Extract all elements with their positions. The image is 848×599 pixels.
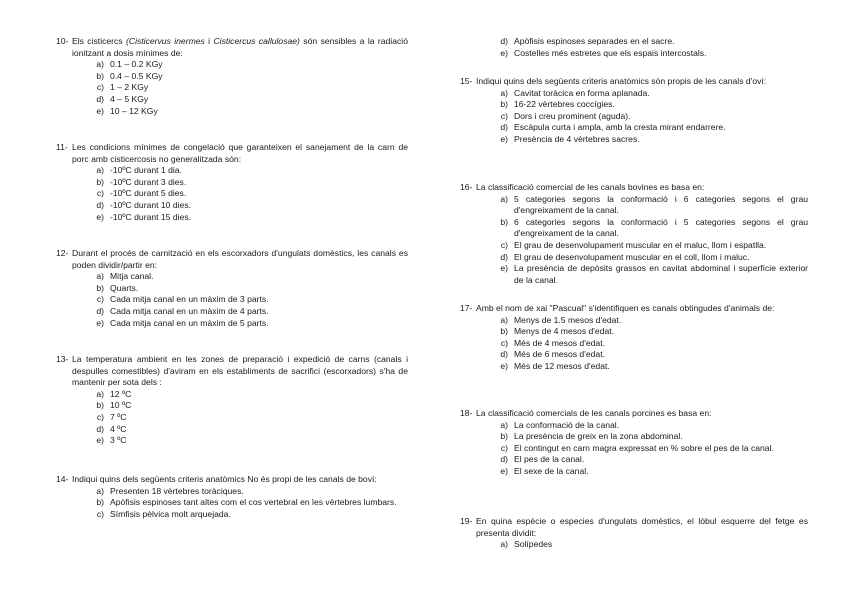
option-e: e) La presència de depòsits grassos en cavitat abdominal i superfície exterior de la canal.: [500, 263, 808, 285]
option-b: b) 10 ºC: [96, 400, 132, 411]
option-d: d) 4 – 5 KGy: [96, 93, 149, 104]
options-list: [90, 389, 408, 447]
option-a: a) Menys de 1.5 mesos d'edat.: [500, 314, 622, 325]
option-c: c) Dors i creu prominent (aguda).: [500, 110, 631, 121]
option-d: d) El pes de la canal.: [500, 454, 585, 465]
question-number: 17-: [460, 303, 473, 313]
option-b: b) 0.4 – 0.5 KGy: [96, 70, 163, 81]
question-11: [56, 142, 408, 223]
option-d: d) 4 ºC: [96, 423, 127, 434]
option-b: b) 16-22 vèrtebres coccígies.: [500, 99, 615, 110]
options-list: [90, 486, 408, 521]
option-e: e) Presència de 4 vèrtebres sacres.: [500, 133, 640, 144]
option-e: e) 10 – 12 KGy: [96, 105, 158, 116]
options-list: [90, 59, 408, 117]
question-text: Durant el procés de carnització en els escorxadors d'ungulats domèstics, les canals es poden dividir/partir en:: [72, 248, 408, 270]
options-list: [494, 88, 808, 146]
option-c: c) El contingut en carn magra expressat en % sobre el pes de la canal.: [500, 442, 774, 453]
option-c: c) 1 – 2 KGy: [96, 82, 149, 93]
option-a: a) 0.1 – 0.2 KGy: [96, 59, 163, 70]
question-text: Amb el nom de xai "Pascual" s'identifiquen es canals obtingudes d'animals de:: [476, 303, 775, 313]
option-e: e) Cada mitja canal en un màxim de 5 parts.: [96, 317, 269, 328]
question-number: 16-: [460, 182, 473, 192]
option-d: d) Escàpula curta i ampla, amb la cresta mirant endarrere.: [500, 122, 726, 133]
question-15: [460, 76, 808, 146]
option-c: c) Més de 4 mesos d'edat.: [500, 337, 605, 348]
option-d: d) Més de 6 mesos d'edat.: [500, 349, 605, 360]
question-text: Els cisticercs (Cisticervus inermes i Cisticercus callulosae) són sensibles a la radiació ionitzant a dosis mínimes de:: [72, 36, 408, 58]
question-number: 18-: [460, 408, 473, 418]
option-a: a) Presenten 18 vèrtebres toràciques.: [96, 485, 244, 496]
question-14: [56, 474, 408, 520]
option-b: b) 6 categories segons la conformació i 5 categories segons el grau d'engreixament de la canal.: [500, 216, 808, 239]
question-10: [56, 36, 408, 117]
options-list: [494, 315, 808, 373]
options-list: [494, 420, 808, 478]
options-list: [494, 194, 808, 287]
question-14-continued: [460, 36, 808, 59]
question-text: Indiqui quins dels següents criteris anatòmics són propis de les canals d'oví:: [476, 76, 767, 86]
option-d: d) El grau de desenvolupament muscular en el coll, llom i maluc.: [500, 251, 750, 262]
question-number: 15-: [460, 76, 473, 86]
option-b: b) La presència de greix en la zona abdominal.: [500, 431, 683, 442]
option-d: d) Cada mitja canal en un màxim de 4 parts.: [96, 305, 269, 316]
question-18: [460, 408, 808, 478]
option-b: b) Menys de 4 mesos d'edat.: [500, 326, 615, 337]
option-d: d) -10ºC durant 10 dies.: [96, 199, 192, 210]
question-13: [56, 354, 408, 447]
option-e: e) El sexe de la canal.: [500, 465, 589, 476]
option-a: a) 12 ºC: [96, 388, 132, 399]
option-c: c) 7 ºC: [96, 411, 127, 422]
question-number: 19-: [460, 516, 473, 526]
options-list: [494, 539, 808, 551]
option-d: d) Apòfisis espinoses separades en el sacre.: [500, 36, 675, 46]
question-text: En quina espècie o especies d'ungulats domèstics, el lòbul esquerre del fetge es presenta dividit:: [476, 516, 808, 538]
option-a: a) Mitja canal.: [96, 271, 154, 282]
option-c: c) Cada mitja canal en un màxim de 3 parts.: [96, 294, 269, 305]
question-number: 12-: [56, 248, 69, 258]
question-number: 11-: [56, 142, 68, 152]
question-text: La temperatura ambient en les zones de preparació i expedició de carns (canals i despulles comestibles) d'aviram en els establiments de sacrifici (escorxadors) s'ha de mantenir per sota dels :: [72, 354, 408, 388]
options-list: [90, 165, 408, 223]
question-text: La classificació comercial de les canals bovines es basa en:: [476, 182, 705, 192]
option-a: a) Cavitat toràcica en forma aplanada.: [500, 87, 650, 98]
option-c: c) Símfisis pèlvica molt arquejada.: [96, 508, 231, 519]
options-list: [494, 36, 808, 59]
question-17: [460, 303, 808, 373]
option-a: a) Solípedes: [500, 539, 553, 550]
question-16: [460, 182, 808, 286]
right-column: [460, 0, 808, 599]
option-c: c) El grau de desenvolupament muscular en el maluc, llom i espatlla.: [500, 239, 767, 250]
option-a: a) -10ºC durant 1 dia.: [96, 165, 182, 176]
option-c: c) -10ºC durant 5 dies.: [96, 188, 187, 199]
option-a: a) 5 categories segons la conformació i 6 categories segons el grau d'engreixament de la canal.: [500, 193, 808, 216]
option-e: e) Costelles més estretes que els espais intercostals.: [500, 47, 707, 58]
options-list: [90, 271, 408, 329]
option-e: e) Més de 12 mesos d'edat.: [500, 360, 610, 371]
question-number: 13-: [56, 354, 69, 364]
question-number: 10-: [56, 36, 69, 46]
question-12: [56, 248, 408, 329]
question-number: 14-: [56, 474, 69, 484]
option-b: b) Quarts.: [96, 282, 139, 293]
option-b: b) -10ºC durant 3 dies.: [96, 176, 187, 187]
question-text: Les condicions mínimes de congelació que garanteixen el sanejament de la carn de porc amb cisticercosis no generalitzada són:: [72, 142, 408, 164]
option-b: b) Apòfisis espinoses tant altes com el cos vertebral en les vèrtebres lumbars.: [96, 497, 397, 508]
question-19: [460, 516, 808, 551]
question-text: La classificació comercials de les canals porcines es basa en:: [476, 408, 712, 418]
option-e: e) 3 ºC: [96, 435, 127, 446]
option-a: a) La conformació de la canal.: [500, 419, 620, 430]
question-text: Indiqui quins dels següents criteris anatòmics No és propi de les canals de boví:: [72, 474, 377, 484]
option-e: e) -10ºC durant 15 dies.: [96, 211, 192, 222]
